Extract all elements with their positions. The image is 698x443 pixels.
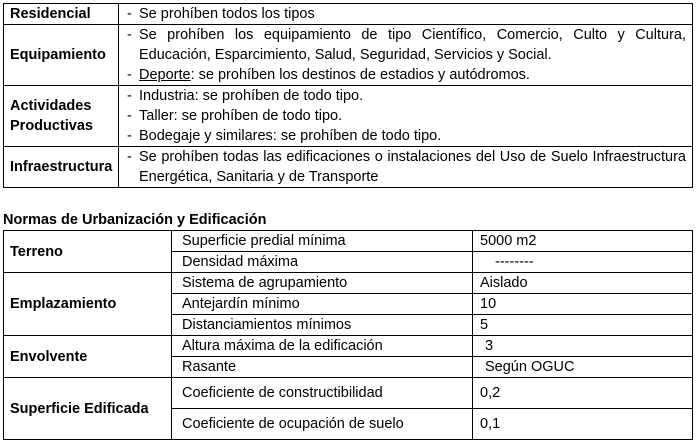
rule-cell bbox=[119, 86, 693, 147]
rule-text: Industria: se prohíben de todo tipo. bbox=[139, 88, 364, 104]
table-row bbox=[4, 86, 693, 147]
value-cell: 0,2 bbox=[473, 378, 693, 409]
table-row bbox=[4, 25, 693, 86]
group-label: Superficie Edificada bbox=[4, 378, 172, 440]
value-cell: 5 bbox=[473, 315, 693, 336]
param-cell: Antejardín mínimo bbox=[172, 294, 473, 315]
list-item: - Deporte: se prohíben los destinos de estadios y autódromos. bbox=[127, 67, 530, 83]
param-cell: Altura máxima de la edificación bbox=[172, 336, 473, 357]
list-item: - Taller: se prohíben de todo tipo. bbox=[127, 106, 686, 126]
param-cell: Superficie predial mínima bbox=[172, 231, 473, 252]
table-row bbox=[4, 273, 693, 294]
rule-keyword: Deporte bbox=[139, 67, 191, 83]
category-label: Residencial bbox=[4, 4, 119, 25]
value-cell: Según OGUC bbox=[473, 357, 693, 378]
group-label: Emplazamiento bbox=[4, 273, 172, 336]
param-cell: Coeficiente de ocupación de suelo bbox=[172, 409, 473, 440]
rule-cell bbox=[119, 4, 693, 25]
list-item: - Se prohíben todas las edificaciones o instalaciones del Uso de Suelo Infraestructura Energética, Sanitaria y de Transporte bbox=[127, 149, 686, 185]
section-title: Normas de Urbanización y Edificación bbox=[3, 212, 267, 228]
group-label: Terreno bbox=[4, 231, 172, 273]
rule-text: Se prohíben los equipamiento de tipo Científico, Comercio, Culto y Cultura, Educación, Esparcimiento, Salud, Seguridad, Servicios y Social. bbox=[139, 27, 686, 63]
rule-text: : se prohíben los destinos de estadios y autódromos. bbox=[190, 67, 530, 83]
value-cell: Aislado bbox=[473, 273, 693, 294]
param-cell: Densidad máxima bbox=[172, 252, 473, 273]
category-label: Equipamiento bbox=[4, 25, 119, 86]
list-item: - Industria: se prohíben de todo tipo. bbox=[127, 86, 686, 106]
category-label: Infraestructura bbox=[4, 147, 119, 188]
rule-text: Taller: se prohíben de todo tipo. bbox=[139, 108, 343, 124]
list-item: - Se prohíben los equipamiento de tipo Científico, Comercio, Culto y Cultura, Educación, Esparcimiento, Salud, Seguridad, Servicios y Social. bbox=[127, 27, 686, 63]
urbanization-norms-table bbox=[3, 230, 693, 440]
value-cell: 3 bbox=[473, 336, 693, 357]
table-row bbox=[4, 231, 693, 252]
group-label: Envolvente bbox=[4, 336, 172, 378]
category-label: Actividades Productivas bbox=[4, 86, 119, 147]
value-cell: 5000 m2 bbox=[473, 231, 693, 252]
rule-cell bbox=[119, 147, 693, 188]
table-row bbox=[4, 4, 693, 25]
rule-text: Se prohíben todas las edificaciones o instalaciones del Uso de Suelo Infraestructura Energética, Sanitaria y de Transporte bbox=[139, 149, 686, 185]
table-row bbox=[4, 378, 693, 409]
param-cell: Sistema de agrupamiento bbox=[172, 273, 473, 294]
value-cell: 10 bbox=[473, 294, 693, 315]
table-row bbox=[4, 336, 693, 357]
table-row bbox=[4, 147, 693, 188]
param-cell: Distanciamientos mínimos bbox=[172, 315, 473, 336]
list-item: - Se prohíben todos los tipos bbox=[127, 4, 686, 24]
rule-cell bbox=[119, 25, 693, 86]
value-cell: 0,1 bbox=[473, 409, 693, 440]
rule-text: Bodegaje y similares: se prohíben de todo tipo. bbox=[139, 128, 442, 144]
value-cell: -------- bbox=[473, 252, 693, 273]
rule-text: Se prohíben todos los tipos bbox=[139, 6, 315, 22]
param-cell: Coeficiente de constructibilidad bbox=[172, 378, 473, 409]
param-cell: Rasante bbox=[172, 357, 473, 378]
list-item: - Bodegaje y similares: se prohíben de todo tipo. bbox=[127, 126, 686, 146]
land-use-table bbox=[3, 3, 693, 188]
